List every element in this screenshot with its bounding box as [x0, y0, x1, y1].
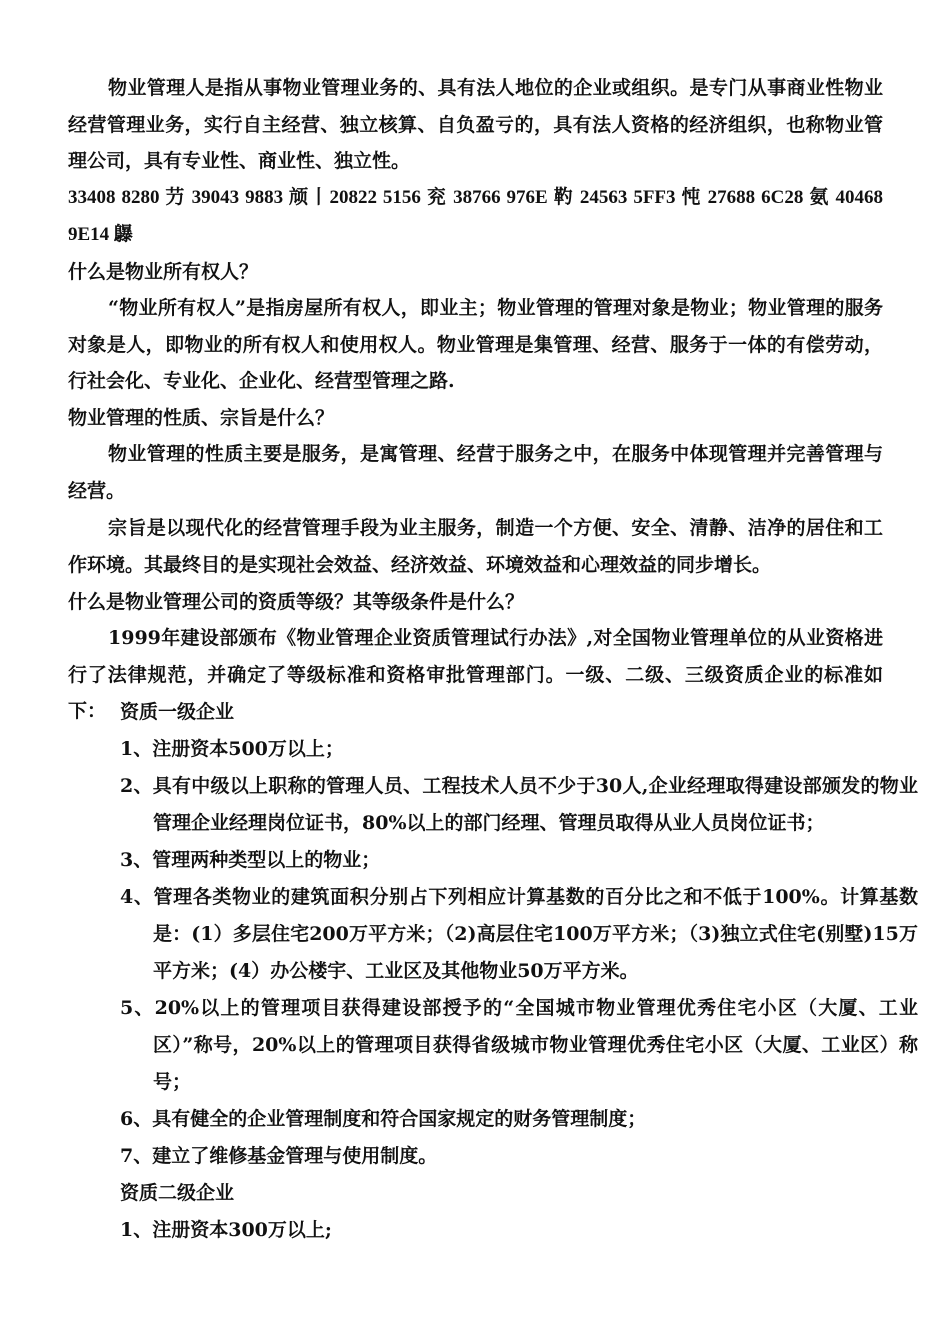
level1-item: 3、管理两种类型以上的物业；: [120, 849, 381, 871]
question-qualification: 什么是物业管理公司的资质等级？其等级条件是什么？: [68, 591, 525, 613]
level1-item: 5、20%以上的管理项目获得建设部授予的“全国城市物业管理优秀住宅小区（大厦、工业区）”称号，20%以上的管理项目获得省级城市物业管理优秀住宅小区（大厦、工业区）称号；: [120, 997, 918, 1093]
level2-item: 1、注册资本300万以上;: [120, 1219, 332, 1241]
level1-item: 2、具有中级以上职称的管理人员、工程技术人员不少于30人,企业经理取得建设部颁发的物业管理企业经理岗位证书，80%以上的部门经理、管理员取得从业人员岗位证书；: [120, 775, 918, 834]
paragraph-purpose: 宗旨是以现代化的经营管理手段为业主服务，制造一个方便、安全、清静、洁净的居住和工作环境。其最终目的是实现社会效益、经济效益、环境效益和心理效益的同步增长。: [68, 517, 883, 576]
paragraph-nature: 物业管理的性质主要是服务，是寓管理、经营于服务之中，在服务中体现管理并完善管理与经营。: [68, 443, 883, 502]
paragraph-owner: “物业所有权人”是指房屋所有权人，即业主；物业管理的管理对象是物业；物业管理的服务对象是人，即物业的所有权人和使用权人。物业管理是集管理、经营、服务于一体的有偿劳动，行社会化、专业化、企业化、经营型管理之路.: [68, 297, 883, 392]
code-line: 33408 8280 芀 39043 9883 颃丨20822 5156 兖 38766 976E 靮 24563 5FF3 忳 27688 6C28 氨 40468 9E14 鸔: [68, 187, 883, 245]
paragraph-qualification: 1999年建设部颁布《物业管理企业资质管理试行办法》,对全国物业管理单位的从业资格进行了法律规范，并确定了等级标准和资格审批管理部门。一级、二级、三级资质企业的标准如下：: [68, 627, 883, 722]
question-owner: 什么是物业所有权人？: [68, 261, 259, 283]
question-nature: 物业管理的性质、宗旨是什么？: [68, 407, 335, 429]
level1-item: 6、具有健全的企业管理制度和符合国家规定的财务管理制度；: [120, 1108, 647, 1130]
level1-item: 4、管理各类物业的建筑面积分别占下列相应计算基数的百分比之和不低于100%。计算基数是：(1）多层住宅200万平方米；（2)高层住宅100万平方米；（3)独立式住宅(别墅)15万平方米；(4）办公楼宇、工业区及其他物业50万平方米。: [120, 886, 918, 982]
level1-item: 1、注册资本500万以上；: [120, 738, 344, 760]
level1-title: 资质一级企业: [120, 701, 235, 723]
level2-title: 资质二级企业: [120, 1182, 235, 1204]
level1-item: 7、建立了维修基金管理与使用制度。: [120, 1145, 438, 1167]
paragraph-definition: 物业管理人是指从事物业管理业务的、具有法人地位的企业或组织。是专门从事商业性物业经营管理业务，实行自主经营、独立核算、自负盈亏的，具有法人资格的经济组织，也称物业管理公司，具有专业性、商业性、独立性。: [68, 77, 883, 172]
